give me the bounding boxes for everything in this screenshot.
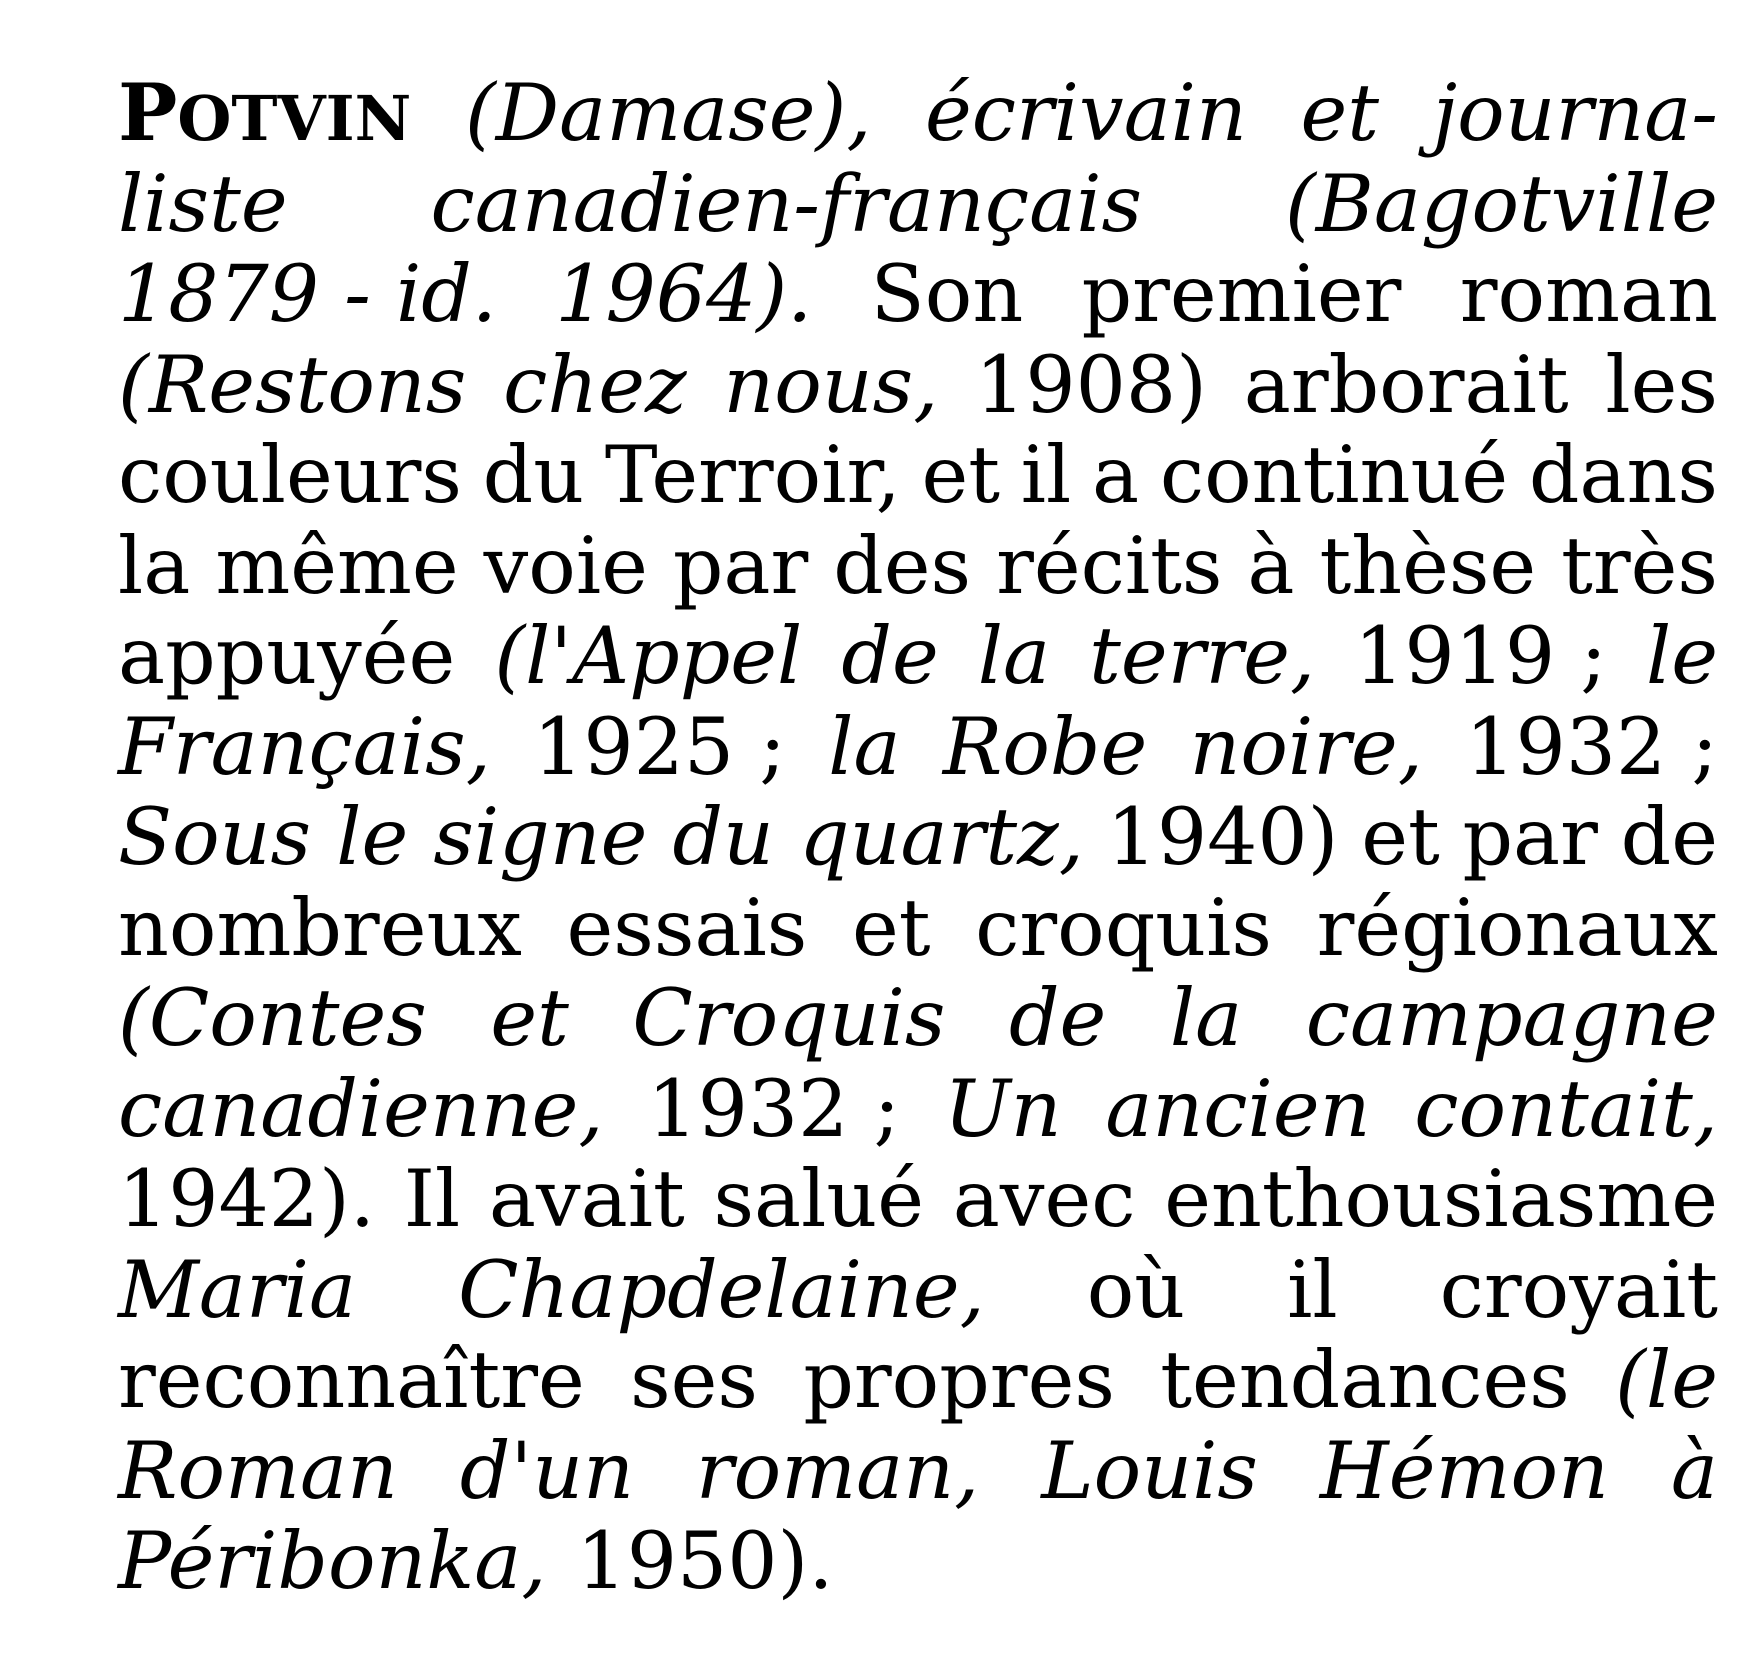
entry-line-10 [118,883,1718,974]
word: avec [952,1153,1136,1245]
entry-line-14 [118,1245,1718,1336]
word: (le [1615,1334,1718,1426]
word: 1925 ; [533,700,786,793]
entry-line-7 [118,611,1718,702]
word: il [1020,429,1072,521]
word: par [1462,791,1598,883]
word: arborait [1243,338,1569,431]
word: tendances [1160,1334,1570,1426]
word: thèse [1319,519,1537,612]
word: Robe [942,700,1148,793]
word: et [1361,791,1440,883]
word: des [833,519,972,612]
word: Un [944,1062,1062,1155]
word: 1964). [555,248,813,340]
word: il [1287,1243,1338,1336]
word: et [490,972,569,1064]
entry-line-4 [118,340,1718,431]
word: où [1086,1243,1186,1336]
word: (Bagotville [1284,157,1718,250]
word: 1879 - id. [118,248,497,340]
word: et [921,429,1000,521]
word: campagne [1305,972,1718,1064]
word: la [118,519,191,612]
word: nombreux [118,881,522,974]
entry-line-6 [118,521,1718,612]
word: de [1620,791,1718,883]
word: canadien-français [430,157,1143,250]
word: la [828,700,901,793]
word: les [1605,338,1718,431]
word: roman [1459,248,1718,340]
word: de [1008,972,1107,1064]
word: Sous le signe du quartz, [118,791,1084,883]
word: ancien [1105,1062,1371,1155]
word: couleurs [118,429,462,521]
headword-initial: P [118,66,178,159]
word: voie [483,519,648,612]
word: chez [503,338,687,431]
entry-line-15 [118,1335,1718,1426]
word: appuyée [118,610,456,702]
word: contait, [1414,1062,1718,1155]
word: salué [713,1153,925,1245]
entry-line-3 [118,249,1718,340]
word: Hémon [1319,1424,1609,1517]
word: (Damase), [464,67,872,159]
word: croyait [1439,1243,1718,1336]
word: essais [566,881,808,974]
headword-rest: OTVIN [177,82,412,155]
word: d'un [459,1424,634,1517]
word: liste [118,157,288,250]
word: le [1645,610,1718,702]
entry-line-1 [118,68,1718,159]
word: croquis [975,881,1272,974]
word: récits [996,519,1223,612]
word: Croquis [632,972,946,1064]
word: Louis [1041,1424,1258,1517]
word: dans [1528,429,1718,521]
word: très [1561,519,1718,612]
entry-line-16 [118,1426,1718,1517]
word: par [672,519,809,612]
word: canadienne, [118,1062,604,1155]
word: Roman [118,1424,398,1517]
word: la [977,610,1051,702]
entry-line-2 [118,159,1718,250]
word: à [1247,519,1295,612]
entry-line-12 [118,1064,1718,1155]
entry-line-5 [118,430,1718,521]
word: régionaux [1316,881,1718,974]
word: et [851,881,931,974]
word: premier [1081,248,1402,340]
word: Chapdelaine, [458,1243,985,1336]
word: 1908) [975,338,1207,431]
entry-line-13 [118,1154,1718,1245]
word: Terroir, [604,429,901,521]
word: continué [1159,429,1509,521]
word: 1932 ; [1465,700,1718,793]
word: ses [630,1334,758,1426]
word: (l'Appel [494,610,803,702]
word: noire, [1189,700,1423,793]
word: 1942). [118,1153,375,1245]
word: reconnaître [118,1334,585,1426]
word: propres [803,1334,1115,1426]
entry-line-11 [118,973,1718,1064]
word: a [1092,429,1140,521]
word: à [1670,1424,1718,1517]
entry-line-8 [118,702,1718,793]
entry-headword [118,68,411,165]
word: et [1300,67,1380,159]
word: Il [403,1153,461,1245]
word: roman, [695,1424,980,1517]
word: journa- [1432,67,1718,159]
word: 1919 ; [1354,610,1607,702]
word: du [482,429,585,521]
word: enthousiasme [1164,1153,1718,1245]
entry-line-9 [118,792,1718,883]
word: 1932 ; [647,1062,901,1155]
word: Maria [118,1243,357,1336]
word: écrivain [925,67,1247,159]
word: de [841,610,939,702]
word: 1940) [1106,791,1339,883]
word: terre, [1089,610,1316,702]
word: Français, [118,700,491,793]
word: Péribonka, [118,1515,547,1607]
word: (Restons [118,338,467,431]
entry-line-17 [118,1516,1718,1607]
entry-body [118,159,1718,1607]
word: la [1169,972,1243,1064]
word: (Contes [118,972,427,1064]
word: même [215,519,459,612]
word: nous, [723,338,939,431]
word: Son [870,248,1024,340]
dictionary-entry [118,68,1718,1608]
word: avait [488,1153,685,1245]
word: 1950). [576,1515,834,1607]
